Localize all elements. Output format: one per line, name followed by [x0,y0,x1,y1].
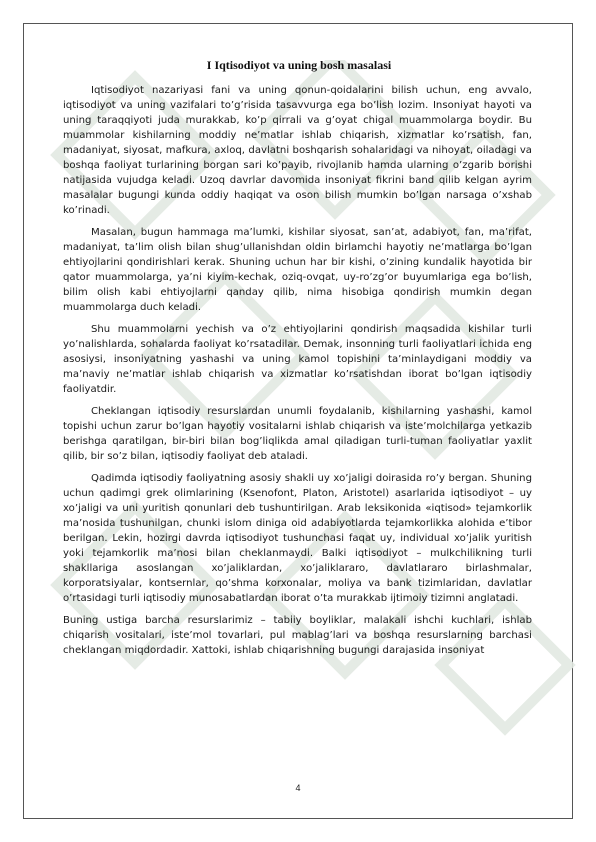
section-title: I Iqtisodiyot va uning bosh masalasi [206,58,392,72]
body-text [63,83,532,665]
paragraph: Iqtisodiyot nazariyasi fani va uning qonun-qoidalarini bilish uchun, eng avvalo, iqtisodiyot va uning vazifalari to’g’risida tasavvurga ega bo’lish lozim. Insoniyat hayoti va uning taraqqiyoti juda murakkab, ko’p qirrali va g’oyat chigal muammolarga boydir. Bu muammolar kishilarning moddiy ne’matlar ishlab chiqarish, xizmatlar ko’rsatish, fan, madaniyat, siyosat, mafkura, axloq, davlatni boshqarish sohalaridagi va nihoyat, oiladagi va boshqa faoliyat turlarining borgan sari ko’payib, rivojlanib hamda ularning o’zgarib borishi natijasida vujudga keladi. Uzoq davrlar davomida insoniyat fikrini band qilib kelgan ayrim masalalar bugungi kunda oddiy haqiqat va oson bilish mumkin bo’lgan narsaga o’xshab ko’rinadi. [63,85,532,216]
paragraph: Masalan, bugun hammaga ma’lumki, kishilar siyosat, san’at, adabiyot, fan, ma’rifat, madaniyat, ta’lim olish bilan shug’ullanishdan oldin birlamchi hayotiy ne’matlarga bo’lgan ehtiyojlarini qondirishlari kerak. Shuning uchun har bir kishi, o’zining kundalik hayotida bir qator muammolarga, ya’ni kiyim-kechak, oziq-ovqat, uy-ro’zg’or buyumlariga ega bo’lish, bilim olish kabi ehtiyojlarni qanday qilib, nima hisobiga qondirish mumkin degan muammolarga duch keladi. [63,227,532,313]
paragraph: Qadimda iqtisodiy faoliyatning asosiy shakli uy xo’jaligi doirasida ro’y bergan. Shuning uchun qadimgi grek olimlarining (Ksenofont, Platon, Aristotel) asarlarida iqtisodiyot – uy xo’jaligi va uni yuritish qonunlari deb tushuntirilgan. Arab leksikonida «iqtisod» tejamkorlik ma’nosida tushunilgan, chunki islom diniga oid adabiyotlarda tejamkorlikka alohida e’tibor berilgan. Lekin, hozirgi davrda iqtisodiyot tushunchasi faqat uy, individual xo’jalik yuritish yoki tejamkorlik ma’nosi bilan cheklanmaydi. Balki iqtisodiyot – mulkchilikning turli shakllariga asoslangan xo’jaliklardan, xo’jaliklararo, davlatlararo birlashmalar, korporatsiyalar, kontsernlar, qo’shma korxonalar, moliya va bank tizimlaridan, davlatlar o’rtasidagi turli iqtisodiy munosabatlardan iborat o’ta murakkab ijtimoiy tizimni anglatadi. [63,473,532,604]
paragraph: Shu muammolarni yechish va o’z ehtiyojlarini qondirish maqsadida kishilar turli yo’nalishlarda, sohalarda faoliyat ko’rsatadilar. Demak, insonning turli faoliyatlari ichida eng asosiysi, insoniyatning yashashi va uning kamol topishini ta’minlaydigani moddiy va ma’naviy ne’matlar ishlab chiqarish va xizmatlar ko’rsatishdan iborat bo’lgan iqtisodiy faoliyatdir. [63,324,532,395]
paragraph: Buning ustiga barcha resurslarimiz – tabiiy boyliklar, malakali ishchi kuchlari, ishlab chiqarish vositalari, iste’mol tovarlari, pul mablag’lari va boshqa resurslarning barchasi cheklangan miqdordadir. Xattoki, ishlab chiqarishning bugungi darajasida insoniyat [63,615,532,656]
page-number: 4 [295,783,301,793]
paragraph: Cheklangan iqtisodiy resurslardan unumli foydalanib, kishilarning yashashi, kamol topishi uchun zarur bo’lgan hayotiy vositalarni ishlab chiqarish va iste’molchilarga yetkazib berishga qaratilgan, bir-biri bilan bog’liqlikda amal qiladigan turli-tuman faoliyatlar yaxlit qilib, bir so’z bilan, iqtisodiy faoliyat deb ataladi. [63,406,532,462]
